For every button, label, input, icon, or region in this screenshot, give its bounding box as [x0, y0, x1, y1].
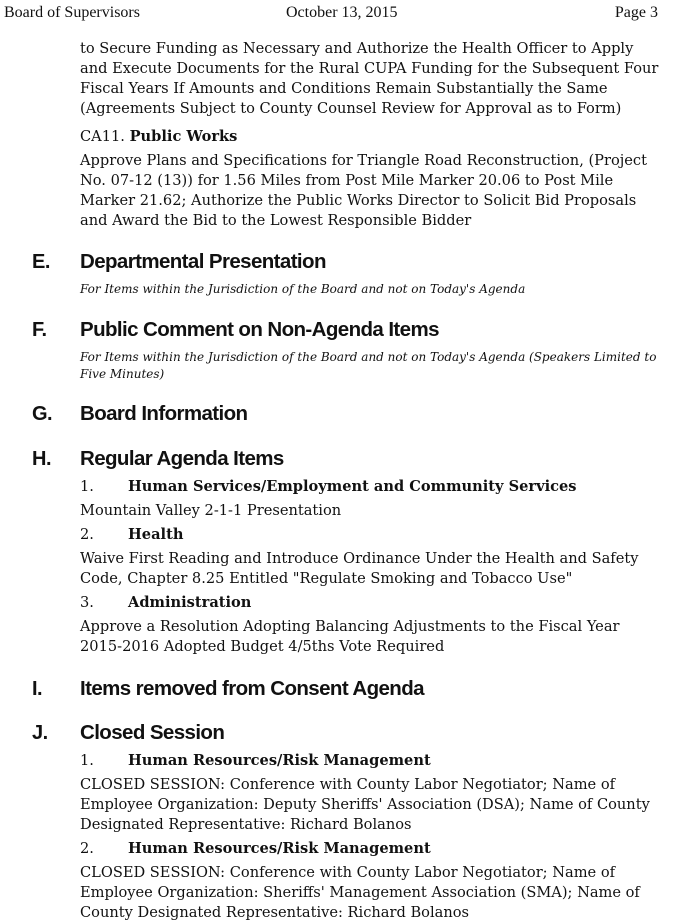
section-h-heading — [0, 444, 680, 474]
closed-session-item-2-heading — [80, 839, 680, 859]
item-department: Health — [128, 526, 184, 543]
item-number: 2. — [80, 840, 94, 857]
section-j-heading — [0, 718, 680, 748]
section-g-heading — [0, 399, 680, 429]
section-title: Closed Session — [80, 721, 225, 744]
item-number: 1. — [80, 752, 94, 769]
section-f-note: For Items within the Jurisdiction of the Board and not on Today's Agenda (Speakers Limited to Five Minutes) — [80, 350, 657, 381]
regular-item-2-heading — [80, 525, 680, 545]
section-letter: E. — [32, 251, 50, 273]
regular-item-3-text: Approve a Resolution Adopting Balancing Adjustments to the Fiscal Year 2015-2016 Adopted Budget 4/5ths Vote Required — [80, 618, 620, 655]
section-title: Board Information — [80, 402, 248, 425]
header-board-name: Board of Supervisors — [4, 4, 140, 21]
closed-session-item-1-text: CLOSED SESSION: Conference with County Labor Negotiator; Name of Employee Organization: Deputy Sheriffs' Association (DSA); Name of County Designated Representative: Richard Bolanos — [80, 776, 650, 833]
section-e-heading — [0, 247, 680, 277]
regular-item-1-text: Mountain Valley 2-1-1 Presentation — [80, 502, 342, 519]
section-letter: H. — [32, 448, 51, 470]
section-letter: F. — [32, 319, 47, 341]
section-i-heading — [0, 674, 680, 704]
item-number: CA11. — [80, 128, 125, 145]
item-department: Human Services/Employment and Community Services — [128, 478, 577, 495]
agenda-body — [0, 39, 680, 923]
consent-item-ca11-heading — [80, 127, 680, 147]
section-f-heading — [0, 315, 680, 345]
page-header — [4, 4, 658, 24]
section-title: Departmental Presentation — [80, 250, 326, 273]
section-e-note: For Items within the Jurisdiction of the Board and not on Today's Agenda — [80, 282, 526, 296]
section-letter: G. — [32, 403, 53, 425]
item-department: Human Resources/Risk Management — [128, 752, 431, 769]
regular-item-1-heading — [80, 477, 680, 497]
item-department: Public Works — [129, 128, 238, 145]
section-title: Items removed from Consent Agenda — [80, 677, 424, 700]
regular-item-3-heading — [80, 593, 680, 613]
section-letter: J. — [32, 722, 48, 744]
item-number: 3. — [80, 594, 94, 611]
header-date: October 13, 2015 — [286, 4, 398, 21]
item-number: 1. — [80, 478, 94, 495]
regular-item-2-text: Waive First Reading and Introduce Ordinance Under the Health and Safety Code, Chapter 8.25 Entitled "Regulate Smoking and Tobacco Use" — [80, 550, 639, 587]
item-department: Administration — [128, 594, 252, 611]
section-title: Regular Agenda Items — [80, 447, 284, 470]
item-department: Human Resources/Risk Management — [128, 840, 431, 857]
header-page-number: Page 3 — [614, 4, 658, 21]
closed-session-item-2-text: CLOSED SESSION: Conference with County Labor Negotiator; Name of Employee Organization: Sheriffs' Management Association (SMA); Name of County Designated Representative: Richard Bolanos — [80, 864, 640, 921]
section-letter: I. — [32, 678, 43, 700]
consent-item-ca11-text: Approve Plans and Specifications for Triangle Road Reconstruction, (Project No. 07-12 (13)) for 1.56 Miles from Post Mile Marker 20.06 to Post Mile Marker 21.62; Authorize the Public Works Director to Solicit Bid Proposals and Award the Bid to the Lowest Responsible Bidder — [80, 152, 647, 229]
section-title: Public Comment on Non-Agenda Items — [80, 318, 439, 341]
item-number: 2. — [80, 526, 94, 543]
closed-session-item-1-heading — [80, 751, 680, 771]
continued-item-text: to Secure Funding as Necessary and Authorize the Health Officer to Apply and Execute Documents for the Rural CUPA Funding for the Subsequent Four Fiscal Years If Amounts and Conditions Remain Substantially the Same (Agreements Subject to County Counsel Review for Approval as to Form) — [80, 40, 659, 117]
